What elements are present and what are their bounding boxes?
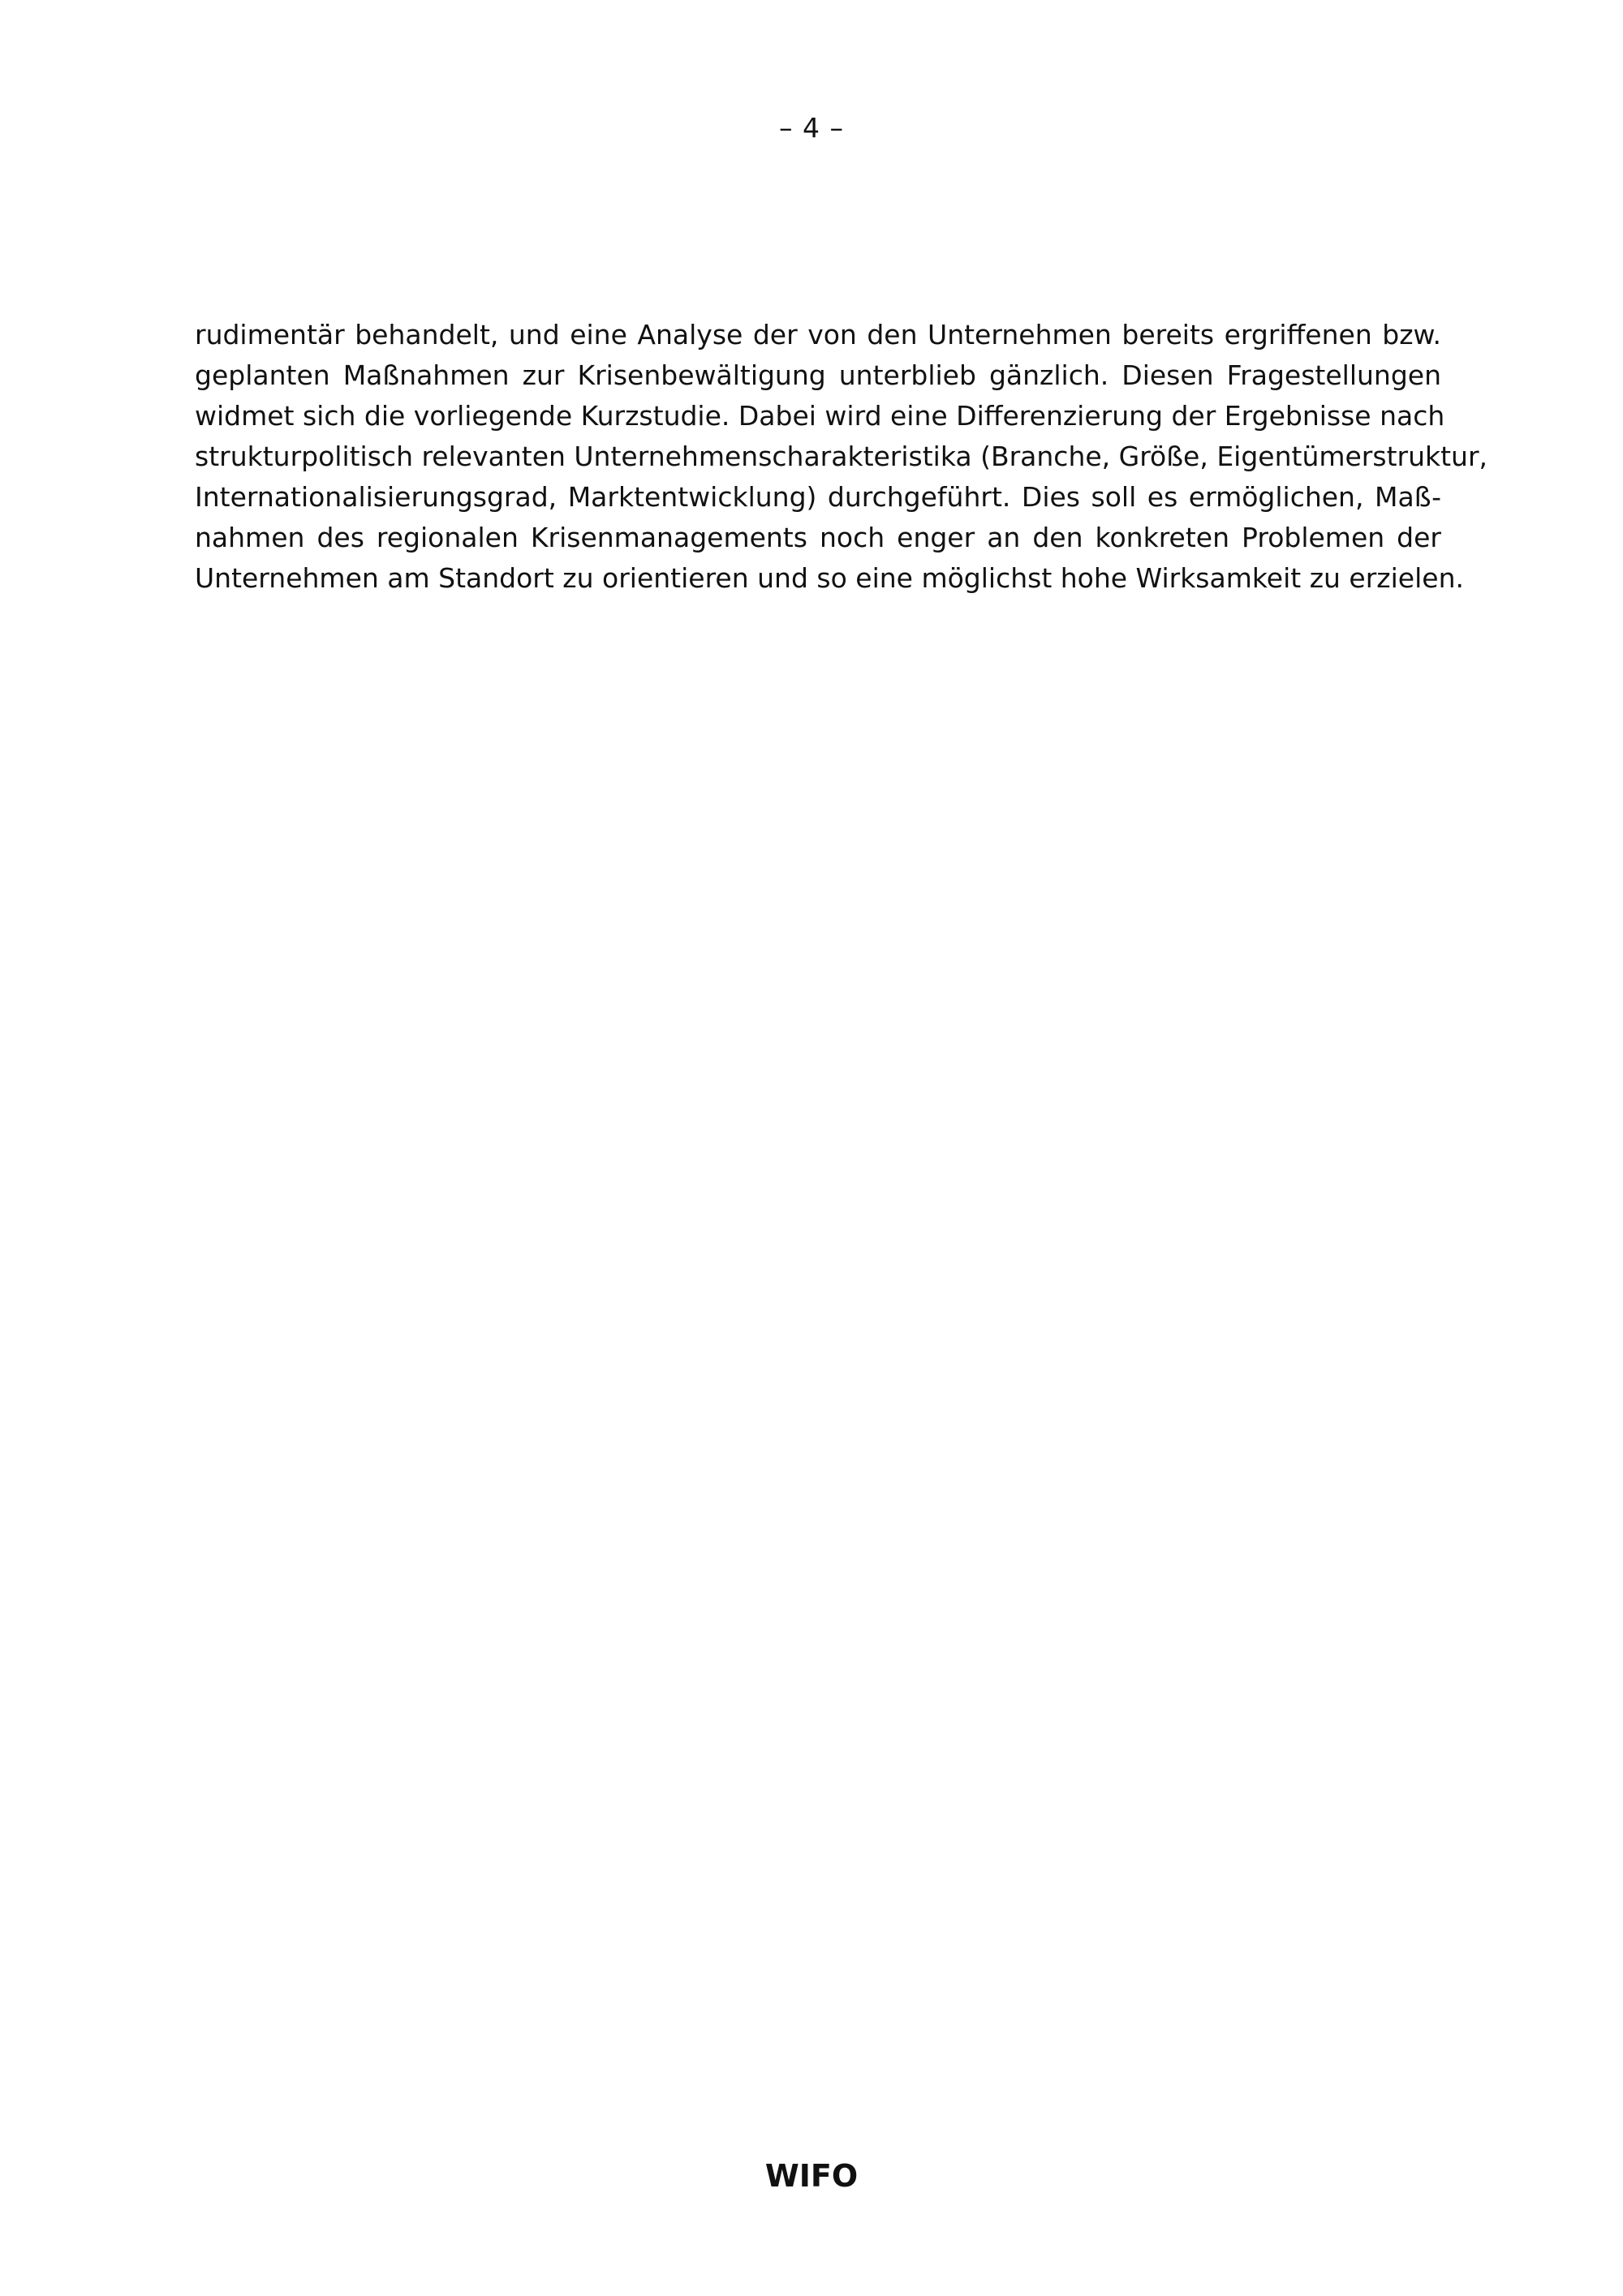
paragraph-line: Unternehmen am Standort zu orientieren und so eine möglichst hohe Wirksamkeit zu erzielen. bbox=[195, 562, 1464, 594]
body-paragraph bbox=[195, 315, 1488, 599]
paragraph-line: geplanten Maßnahmen zur Krisenbewältigung unterblieb gänzlich. Diesen Fragestellungen bbox=[195, 359, 1441, 391]
paragraph-line: Internationalisierungsgrad, Marktentwicklung) durchgeführt. Dies soll es ermöglichen, Maß- bbox=[195, 481, 1441, 513]
page-number: – 4 – bbox=[779, 112, 844, 144]
paragraph-line: rudimentär behandelt, und eine Analyse der von den Unternehmen bereits ergriffenen bzw. bbox=[195, 319, 1441, 350]
paragraph-line: strukturpolitisch relevanten Unternehmenscharakteristika (Branche, Größe, Eigentümerstruktur, bbox=[195, 441, 1488, 472]
wifo-logo bbox=[0, 2158, 1623, 2194]
logo-text: WIFO bbox=[764, 2158, 859, 2194]
paragraph-line: widmet sich die vorliegende Kurzstudie. Dabei wird eine Differenzierung der Ergebnisse nach bbox=[195, 400, 1445, 432]
paragraph-line: nahmen des regionalen Krisenmanagements noch enger an den konkreten Problemen der bbox=[195, 522, 1441, 553]
